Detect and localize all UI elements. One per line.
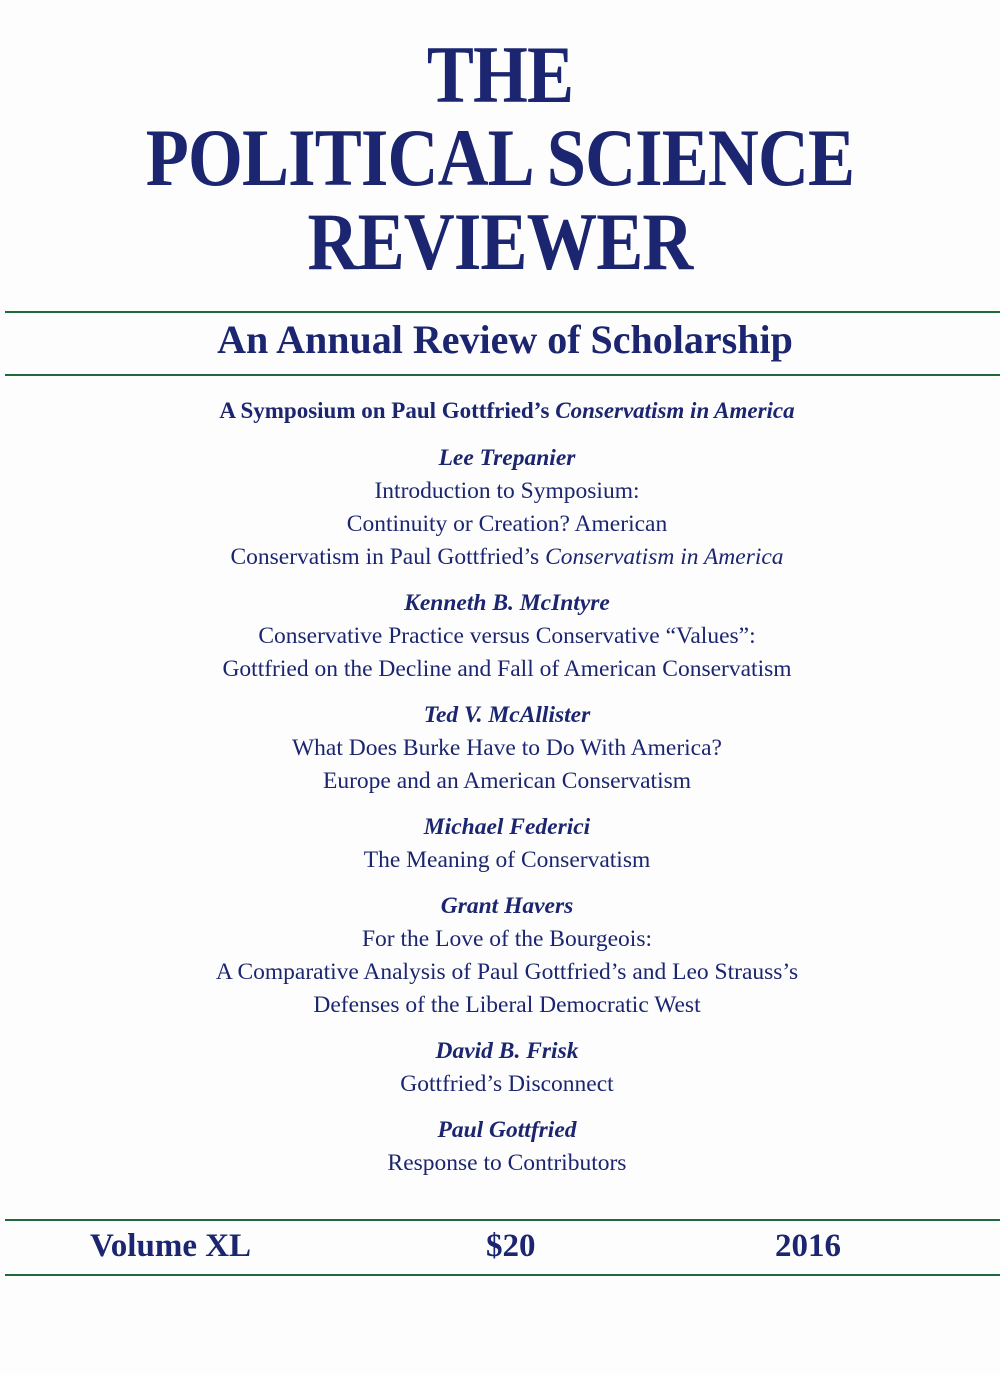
entry-title-line: Conservative Practice versus Conservative “Values”:	[258, 623, 756, 649]
symposium-entry	[0, 811, 1000, 877]
symposium-entry	[0, 587, 1000, 686]
entry-title-line: Gottfried’s Disconnect	[400, 1071, 614, 1097]
contents	[0, 394, 1000, 1180]
entry-author: Michael Federici	[423, 814, 591, 840]
entry-author: Lee Trepanier	[438, 445, 576, 471]
subtitle-rule	[5, 374, 1000, 376]
heading-prefix: A Symposium on Paul Gottfried’s	[219, 398, 556, 423]
volume-label: Volume XL	[90, 1228, 252, 1264]
year-label: 2016	[775, 1228, 841, 1264]
entry-title-line: A Comparative Analysis of Paul Gottfried’s and Leo Strauss’s	[215, 959, 799, 985]
entry-title-line: Introduction to Symposium:	[374, 478, 640, 504]
footer-bottom-rule	[5, 1274, 1000, 1276]
entry-title-text: Conservatism in Paul Gottfried’s	[230, 544, 546, 570]
entry-author: Kenneth B. McIntyre	[404, 590, 610, 616]
entry-title-line: Response to Contributors	[387, 1150, 627, 1176]
entry-author: Paul Gottfried	[437, 1117, 577, 1143]
journal-subtitle: An Annual Review of Scholarship	[217, 317, 793, 362]
symposium-entry	[0, 699, 1000, 798]
entry-title-line: Europe and an American Conservatism	[322, 768, 692, 794]
footer-top-rule	[5, 1219, 1000, 1221]
price-label: $20	[486, 1228, 536, 1264]
entry-title-line: Defenses of the Liberal Democratic West	[313, 992, 701, 1018]
entry-author: Ted V. McAllister	[423, 702, 591, 728]
entry-title-line: What Does Burke Have to Do With America?	[292, 735, 722, 761]
entry-title-line: The Meaning of Conservatism	[363, 847, 651, 873]
symposium-entry	[0, 890, 1000, 1022]
symposium-entry	[0, 1114, 1000, 1180]
entry-title-line: For the Love of the Bourgeois:	[361, 926, 652, 952]
heading-book-title: Conservatism in America	[555, 398, 795, 423]
symposium-entry	[0, 442, 1000, 574]
top-rule	[5, 311, 1000, 313]
entry-author: Grant Havers	[440, 893, 574, 919]
entry-book-title: Conservatism in America	[545, 544, 784, 570]
symposium-entry	[0, 1035, 1000, 1101]
symposium-heading	[0, 394, 1000, 427]
entry-author: David B. Frisk	[435, 1038, 579, 1064]
entry-title-line: Continuity or Creation? American	[346, 511, 668, 537]
journal-title-line-1: THE	[426, 29, 574, 120]
entry-title-line: Gottfried on the Decline and Fall of American Conservatism	[222, 656, 792, 682]
journal-title-line-2: POLITICAL SCIENCE	[145, 112, 855, 203]
entry-title-line	[0, 541, 1000, 574]
journal-title-line-3: REVIEWER	[307, 196, 693, 287]
